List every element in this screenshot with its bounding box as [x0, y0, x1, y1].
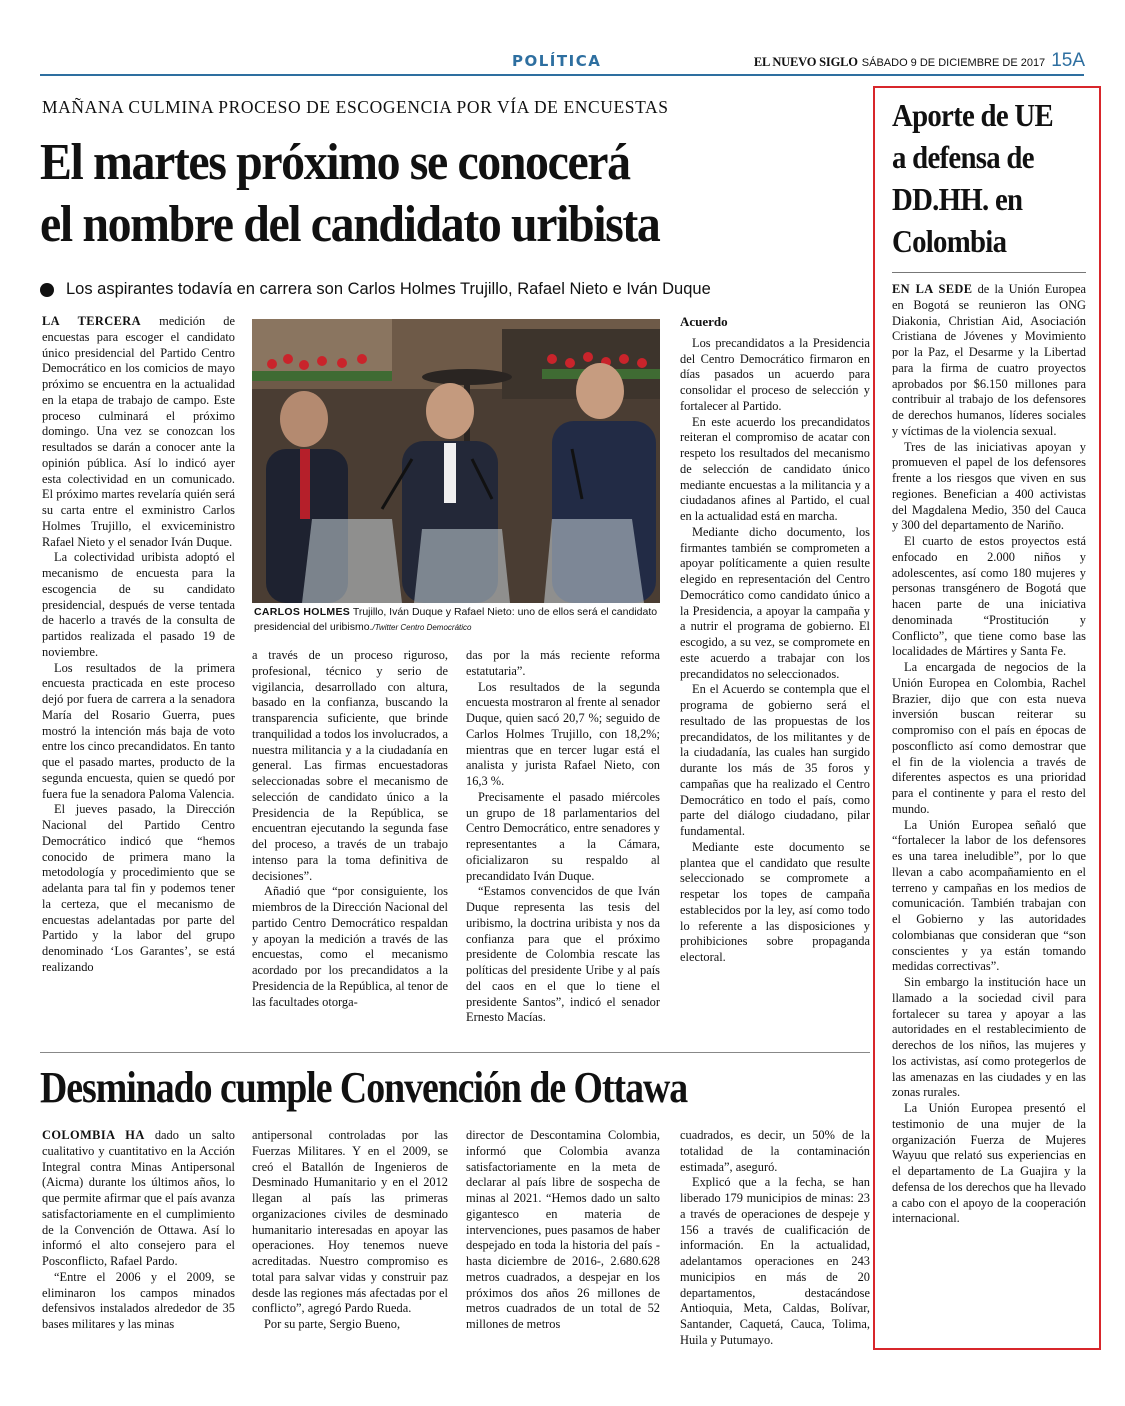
lead-in: COLOMBIA HA: [42, 1128, 145, 1142]
subheadline-text: Los aspirantes todavía en carrera son Carlos Holmes Trujillo, Rafael Nieto e Iván Duque: [66, 280, 711, 298]
header-rule: [40, 74, 1084, 76]
paragraph: La Unión Europea señaló que “fortalecer la labor de los defensores es una tarea ineludible”, por lo que llevan a cabo acompañamiento en el terreno y campañas en los medios de comunicación. También trabajan con el Gobierno y las autoridades colombianas que consideran que “son conscientes y ya están tomando medidas correctivas”.: [892, 817, 1086, 974]
paragraph: de la Unión Europea en Bogotá se reunieron las ONG Diakonia, Christian Aid, Asociación Cristiana de Jóvenes y Movimiento por la Paz, el Desarme y la Libertad para la firma de cuatro proyectos aprobados por $6.150 millones para contribuir al trabajo de los defensores de derechos humanos, líderes sociales y víctimas de la violencia sexual.: [892, 282, 1086, 438]
story-kicker: MAÑANA CULMINA PROCESO DE ESCOGENCIA POR VÍA DE ENCUESTAS: [42, 97, 669, 117]
paragraph: La colectividad uribista adoptó el mecanismo de encuesta para la escogencia de su candidato presidencial, después de verse tentada de hacerlo a través de la consulta de partidos realizada el pasado 19 de noviembre.: [42, 550, 235, 659]
second-column-1: [42, 1128, 235, 1333]
paragraph: Sin embargo la institución hace un llamado a la sociedad civil para fortalecer su tarea y apoyar a las autoridades en el restablecimiento de derechos de los niños, las mujeres y los activistas, así como protegerlos de las amenazas en las ciudades y en las zonas rurales.: [892, 975, 1086, 1100]
publication-name: EL NUEVO SIGLO: [753, 55, 858, 69]
paragraph: Explicó que a la fecha, se han liberado 179 municipios de minas: 23 a través de operaciones de despeje y 156 a través de cualificación de información. En la actualidad, adelantamos operaciones en 243 municipios en más de 20 departamentos, destacándose Antioquia, Meta, Caldas, Bolívar, Santander, Caquetá, Cauca, Tolima, Huila y Putumayo.: [680, 1175, 870, 1347]
headline-line-1: El martes próximo se conocerá: [40, 134, 630, 191]
paragraph: Tres de las iniciativas apoyan y promueven el papel de los defensores frente a los riesgos que viven en sus regiones. Benefician a 400 activistas del Magdalena Medio, 350 del Cauca y 300 del departamento de Nariño.: [892, 439, 1086, 533]
page-number: 15A: [1051, 50, 1085, 71]
paragraph: Mediante dicho documento, los firmantes también se comprometen a apoyar políticamente a quien resulte elegido en representación del Centro Democrático como candidato único a la Presidencia, a apoyar la campaña y a nutrir el programa de gobierno. El escogido, a su vez, se compromete en este acuerdo a trabajar con los precandidatos no seleccionados.: [680, 524, 870, 681]
paragraph: La Unión Europea presentó el testimonio de una mujer de la organización Fuerza de Mujeres Wayuu que relató sus experiencias en el departamento de La Guajira y la defensa de los derechos que ha llevado a cabo con el apoyo de la cooperación internacional.: [892, 1101, 1086, 1226]
second-column-3: [466, 1128, 660, 1333]
paragraph: director de Descontamina Colombia, informó que Colombia avanza satisfactoriamente en la meta de declarar al país libre de sospecha de minas al 2021. “Hemos dado un salto gigantesco en materia de intervenciones, pues pasamos de haber despejado en toda la historia del país -hasta diciembre de 2016-, 2.680.628 metros cuadrados, a despejar en los próximos dos años 26 millones de metros cuadrados de un total de 52 millones de metros: [466, 1128, 660, 1331]
sidebar-rule: [892, 272, 1086, 273]
section-label: POLÍTICA: [512, 52, 602, 70]
headline-line-2: el nombre del candidato uribista: [40, 196, 660, 253]
caption-name: CARLOS HOLMES: [254, 606, 351, 618]
publication-date: SÁBADO 9 DE DICIEMBRE DE 2017: [861, 57, 1046, 69]
paragraph: El jueves pasado, la Dirección Nacional del Partido Centro Democrático indicó que “hemos conocido de primera mano la metodología y procedimiento que se adelanta para tal fin y podemos tener la certeza, que el mecanismo de encuestas adelantadas por parte del Partido y la labor del grupo denominado ‘Los Garantes’, se está realizando: [42, 802, 235, 974]
paragraph: En el Acuerdo se contempla que el programa de gobierno será el resultado de las propuestas de los precandidatos, de los militantes y de la ciudadanía, las cuales han surgido durante los más de 35 foros y campañas que ha realizado el Centro Democrático en todo el país, como parte del diálogo ciudadano, pilar fundamental.: [680, 682, 870, 838]
second-column-4: [680, 1128, 870, 1349]
paragraph: Mediante este documento se plantea que el candidato que resulte seleccionado se compromete a respetar los topes de campaña establecidos por la ley, así como todo lo referente a las disposiciones y prohibiciones sobre propaganda electoral.: [680, 839, 870, 964]
caption-text: Trujillo, Iván Duque y Rafael Nieto: uno de ellos será el candidato presidencial del uribismo.: [254, 606, 658, 633]
paragraph: a través de un proceso riguroso, profesional, técnico y serio de vigilancia, desarrollado con altura, basado en la confianza, buscando la transparencia suficiente, que brinde tranquilidad a todos los involucrados, a nuestra militancia y a la ciudadanía en general. Las firmas encuestadoras seleccionadas sobre el mecanismo de selección de candidato único a la Presidencia de la República, se encuentran ejecutando la segunda fase del proceso, a través de un trabajo intenso para la toma definitiva de decisiones”.: [252, 648, 448, 883]
paragraph: cuadrados, es decir, un 50% de la totalidad de la contaminación estimada”, aseguró.: [680, 1128, 870, 1174]
paragraph: Añadió que “por consiguiente, los miembros de la Dirección Nacional del partido Centro Democrático respaldan y apoyan la medición a través de las encuestas, como el mecanismo acordado por los precandidatos a la Presidencia de la República, al tenor de las facultades otorga-: [252, 884, 448, 1009]
photo-illustration: [252, 319, 660, 603]
lead-in: LA TERCERA: [42, 314, 141, 328]
paragraph: Los resultados de la segunda encuesta mostraron al frente al senador Duque, quien sacó 20,7 %; seguido de Carlos Holmes Trujillo, con 18,2%; mientras que en tercer lugar está el analista y jurista Rafael Nieto, con 16,3 %.: [466, 679, 660, 788]
second-headline: Desminado cumple Convención de Ottawa: [40, 1063, 688, 1112]
paragraph: das por la más reciente reforma estatutaria”.: [466, 648, 660, 678]
paragraph: antipersonal controladas por las Fuerzas Militares. Y en el 2009, se creó el Batallón de Ingenieros de Desminado Humanitario y en el 2012 llegan al país las primeras organizaciones civiles de desminado humanitario interesadas en apoyar las operaciones. Hoy tenemos nueve acreditadas. Nuestro compromiso es total para salvar vidas y construir paz desde las regiones más afectadas por el conflicto”, agregó Pardo Rueda.: [252, 1128, 448, 1316]
main-headline: [40, 132, 794, 256]
paragraph: Por su parte, Sergio Bueno,: [264, 1317, 401, 1331]
bullet-icon: [40, 283, 54, 297]
story-divider: [40, 1052, 870, 1053]
caption-credit: /Twitter Centro Democrático: [372, 623, 472, 632]
paragraph: Los precandidatos a la Presidencia del Centro Democrático firmaron en días pasados un acuerdo para consolidar el proceso de selección y fortalecer al Partido.: [680, 335, 870, 413]
main-column-2: [252, 648, 448, 1010]
lead-in: EN LA SEDE: [892, 282, 973, 296]
news-photo: [252, 319, 660, 603]
paragraph: Precisamente el pasado miércoles un grupo de 18 parlamentarios del Centro Democrático, entre senadores y representantes a la Cámara, oficializaron su respaldo al precandidato Iván Duque.: [466, 789, 660, 883]
paragraph: dado un salto cualitativo y cuantitativo en la Acción Integral contra Minas Antipersonal (Aicma) durante los últimos años, lo que permite afirmar que el país avanza satisfactoriamente en el cumplimiento de la Convención de Ottawa. Así lo informó el alto consejero para el Posconflicto, Rafael Pardo.: [42, 1128, 235, 1268]
main-column-1: [42, 314, 235, 976]
paragraph: “Estamos convencidos de que Iván Duque representa las tesis del uribismo, la doctrina uribista y nos da confianza para que el próximo presidente de Colombia rescate las políticas del presidente Uribe y al país del caos en el que lo tiene el presidente Santos”, indicó el senador Ernesto Macías.: [466, 884, 660, 1025]
paragraph: “Entre el 2006 y el 2009, se eliminaron los campos minados defensivos instalados alrededor de 35 bases militares y las minas: [42, 1269, 235, 1331]
page-header: [754, 50, 1085, 72]
paragraph: La encargada de negocios de la Unión Europea en Colombia, Rachel Brazier, dijo que con esta nueva inversión buscan reiterar su compromiso con el país en épocas de posconflicto así como demostrar que el fin de la violencia a través de diferentes aspectos es una prioridad para el continente y para el resto del mundo.: [892, 660, 1086, 816]
sidebar-body: [892, 282, 1086, 1227]
photo-caption: [254, 605, 658, 635]
main-column-4: [680, 314, 870, 966]
section-subhead: Acuerdo: [680, 314, 728, 329]
subheadline: [40, 280, 711, 299]
sidebar-title: Aporte de UE a defensa de DD.HH. en Colombia: [892, 97, 1053, 259]
paragraph: En este acuerdo los precandidatos reiteran el compromiso de acatar con respeto los resultados del mecanismo de selección de candidato único mediante encuestas a la militancia y a ciudadanos afines al Partido, el cual en la actualidad está en marcha.: [680, 414, 870, 523]
paragraph: medición de encuestas para escoger el candidato único presidencial del Partido Centro Democrático en los comicios de mayo próximo se encuentra en la actualidad en la etapa de trabajo de campo. Este proceso culminará el próximo domingo. Una vez se conozcan los resultados se darán a conocer ante la opinión pública. Así lo indicó ayer esta colectividad en un comunicado. El próximo martes revelaría quién será su carta entre el exministro Carlos Holmes Trujillo, el exviceministro Rafael Nieto y el senador Iván Duque.: [42, 314, 235, 549]
second-column-2: [252, 1128, 448, 1333]
paragraph: Los resultados de la primera encuesta practicada en este proceso dejó por fuera de carrera a la senadora María del Rosario Guerra, pues mostró la intención más baja de voto entre los cinco precandidatos. En tanto que el pasado martes, producto de la segunda encuesta, quien se quedó por fuera fue la senadora Paloma Valencia.: [42, 660, 235, 801]
paragraph: El cuarto de estos proyectos está enfocado en 2.000 niños y adolescentes, así como 180 mujeres y personas transgénero de Bogotá que hacen parte de una iniciativa denominada “Prostitución y Conflicto”, que tiene como base las localidades de Mártires y Santa Fe.: [892, 534, 1086, 659]
main-column-3: [466, 648, 660, 1026]
